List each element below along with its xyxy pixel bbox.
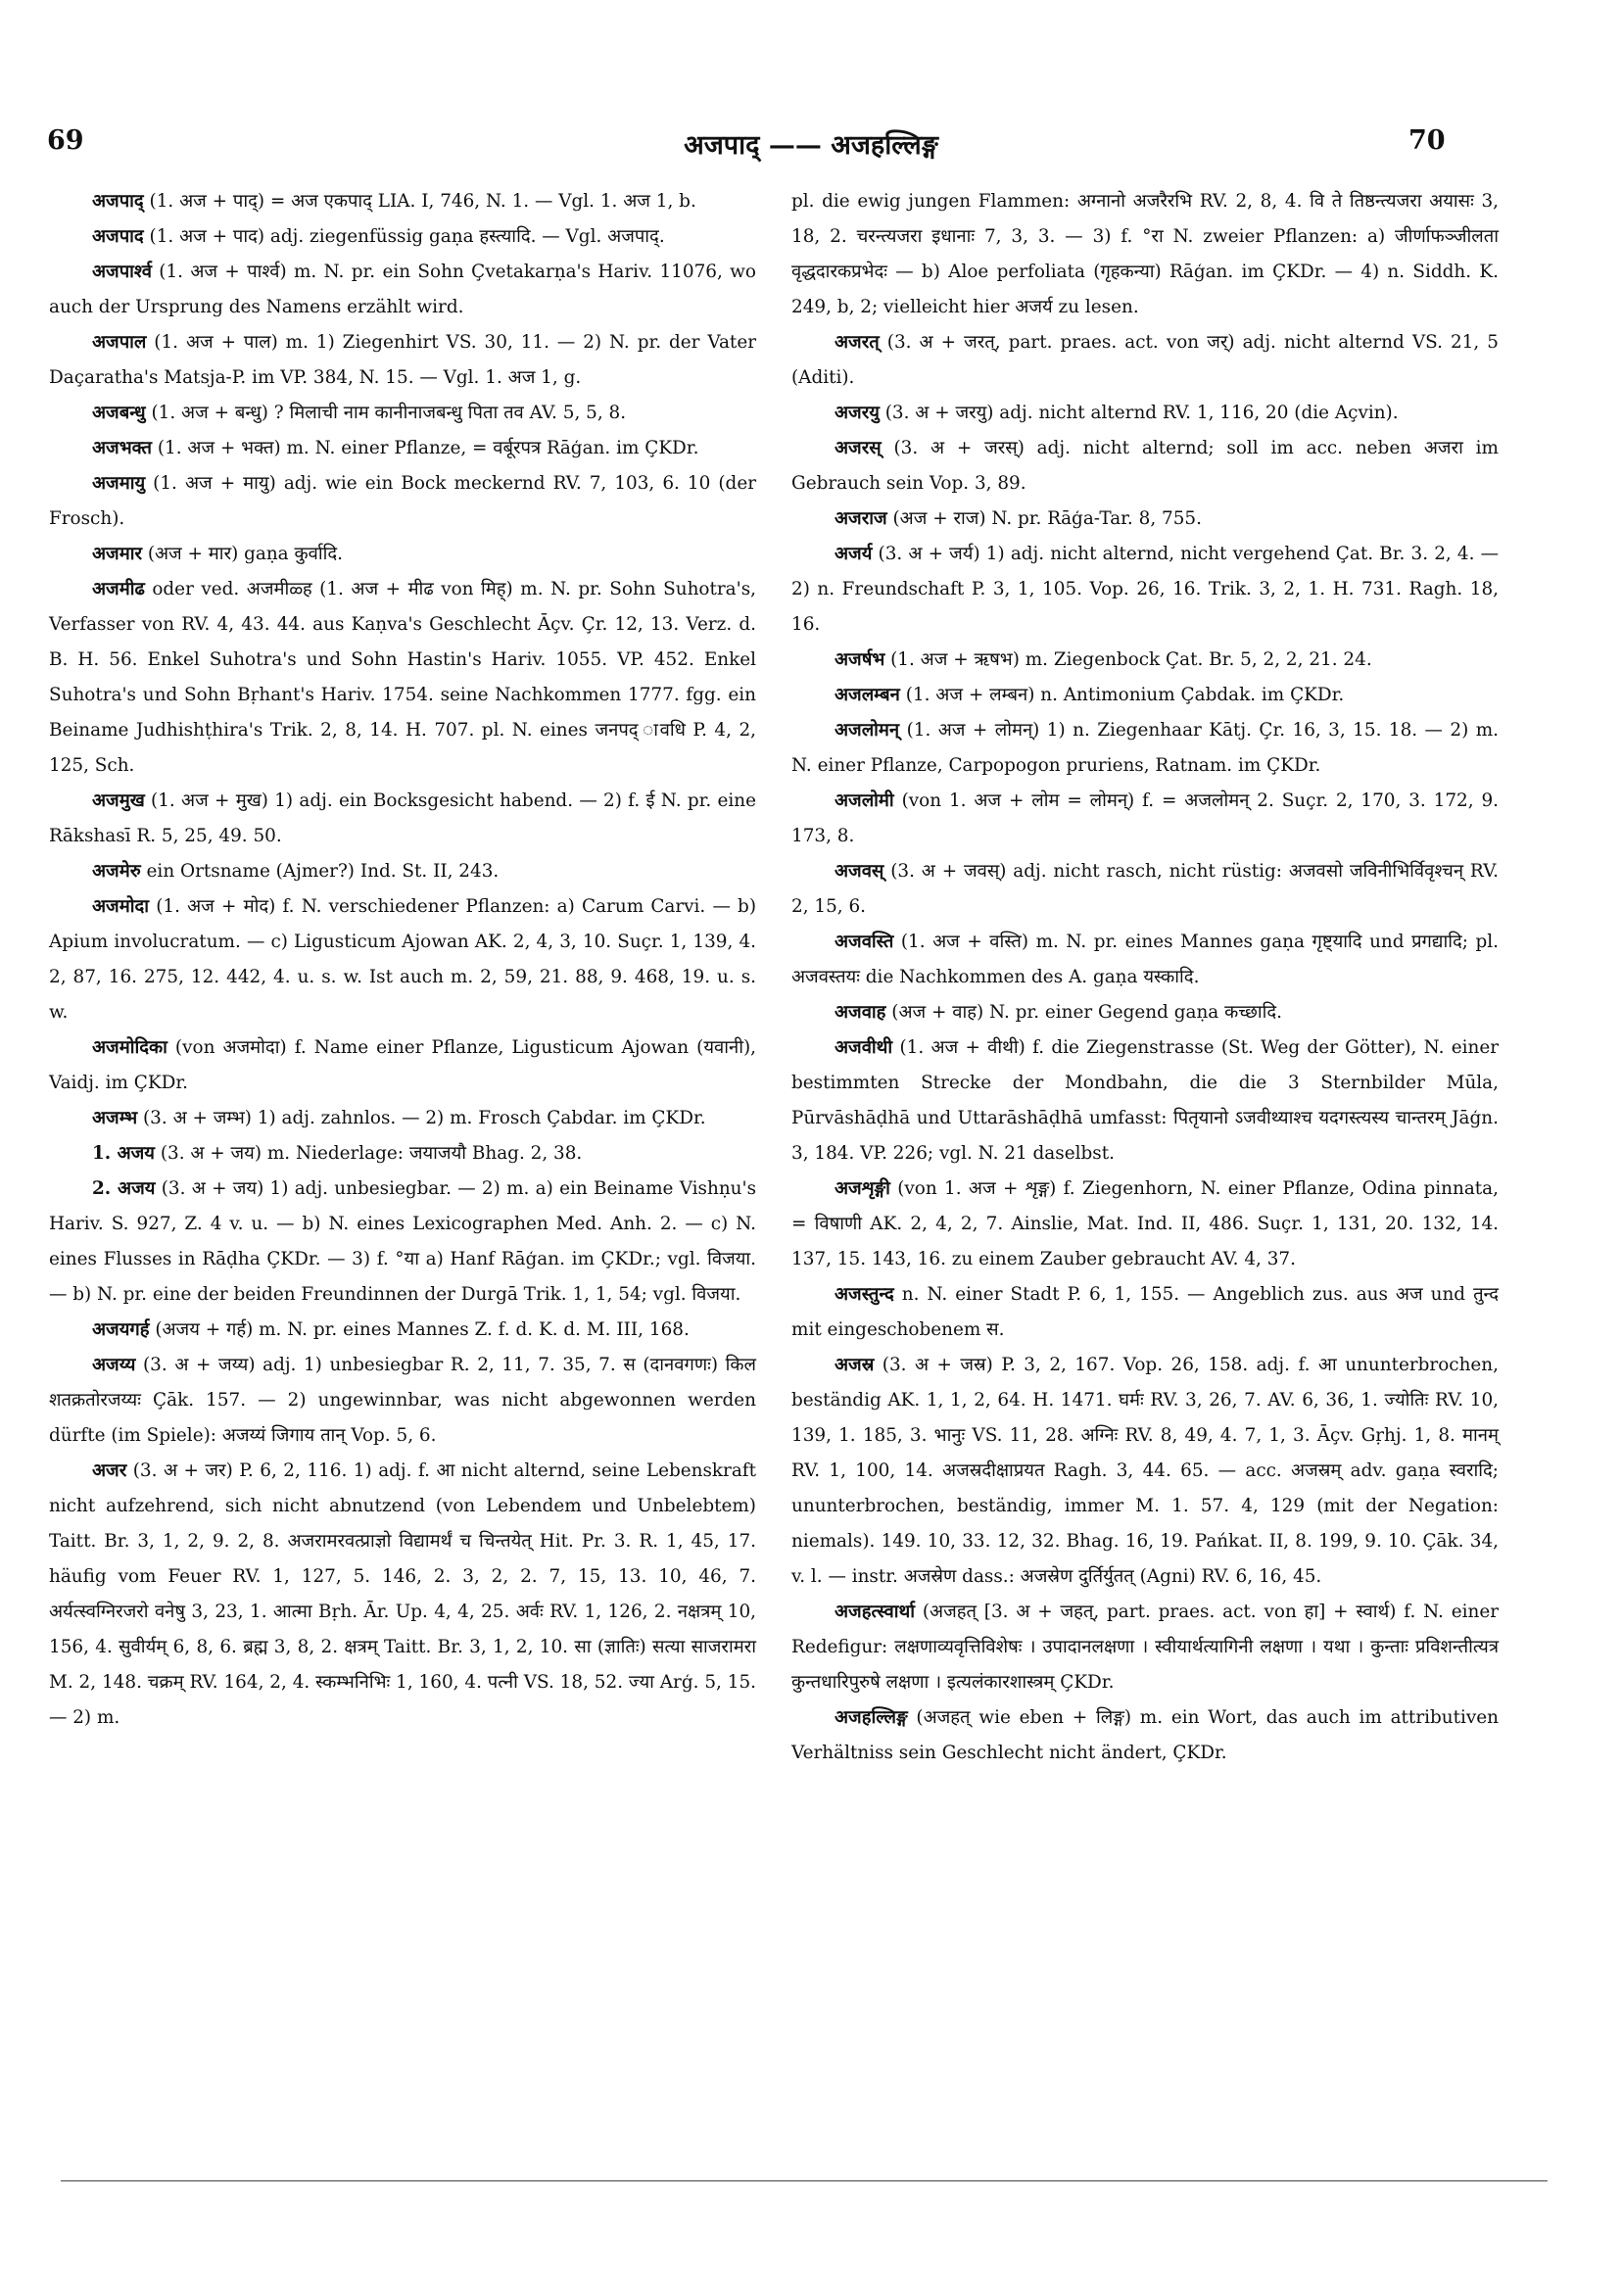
- entry-text: n. N. einer Stadt P. 6, 1, 155. — Angeblich zus. aus अज und तुन्द mit eingeschobenem स.: [791, 1284, 1499, 1340]
- dictionary-entry: [791, 325, 1499, 396]
- headword: अजस्र: [835, 1355, 875, 1375]
- entry-text: (1. अज + मायु) adj. wie ein Bock meckernd RV. 7, 103, 6. 10 (der Frosch).: [49, 473, 756, 529]
- left-column: [49, 184, 756, 1736]
- entry-text: (अज + वाह) N. pr. einer Gegend gaṇa कच्छादि.: [885, 1002, 1283, 1023]
- dictionary-entry: [49, 1172, 756, 1313]
- entry-text: (1. अज + भक्त) m. N. einer Pflanze, = वर्बूरपत्र Rāģan. im ÇKDr.: [151, 438, 699, 458]
- headword: अजलोमी: [835, 790, 894, 811]
- dictionary-entry: [49, 1030, 756, 1101]
- entry-text: (1. अज + पार्श्व) m. N. pr. ein Sohn Çvetakarṇa's Hariv. 11076, wo auch der Ursprung des Namens erzählt wird.: [49, 262, 756, 317]
- dictionary-entry: [49, 466, 756, 537]
- entry-text: (1. अज + लम्बन) n. Antimonium Çabdak. im ÇKDr.: [899, 685, 1345, 705]
- entry-text: (3. अ + जरत्, part. praes. act. von जर्) adj. nicht alternd VS. 21, 5 (Aditi).: [791, 332, 1499, 388]
- entry-text: (3. अ + जरयु) adj. nicht alternd RV. 1, 116, 20 (die Açvin).: [879, 403, 1399, 423]
- headword: अजवीथी: [835, 1037, 893, 1058]
- dictionary-entry: [791, 396, 1499, 431]
- headword: अजलम्बन: [835, 685, 900, 705]
- entry-text: (3. अ + जय) 1) adj. unbesiegbar. — 2) m. a) ein Beiname Vishṇu's Hariv. S. 927, Z. 4 v. u. — b) N. eines Lexicographen Med. Anh. 2. — c) N. eines Flusses in Rāḍha ÇKDr. — 3) f. °या a) Hanf Rāģan. im ÇKDr.; vgl. विजया. — b) N. pr. eine der beiden Freundinnen der Durgā Trik. 1, 1, 54; vgl. विजया.: [49, 1178, 757, 1305]
- headword: अजपाद्: [92, 191, 144, 212]
- entry-text: (3. अ + जय) m. Niederlage: जयाजयौ Bhag. 2, 38.: [154, 1143, 583, 1164]
- dictionary-entry: [49, 537, 756, 572]
- dictionary-entry: [49, 854, 756, 889]
- entry-text: (1. अज + वस्ति) m. N. pr. eines Mannes gaṇa गृष्ट्यादि und प्रगद्यादि; pl. अजवस्तयः die Nachkommen des A. gaṇa यस्कादि.: [791, 932, 1499, 987]
- headword: अजरस्: [835, 438, 882, 458]
- dictionary-entry: [49, 1313, 756, 1348]
- entry-text: oder ved. अजमीळ्ह (1. अज + मीढ von मिह्) m. N. pr. Sohn Suhotra's, Verfasser von RV. 4, 43. 44. aus Kaṇva's Geschlecht Āçv. Çr. 12, 13. Verz. d. B. H. 56. Enkel Suhotra's und Sohn Hastin's Hariv. 1055. VP. 452. Enkel Suhotra's und Sohn Bṛhant's Hariv. 1754. seine Nachkommen 1777. fgg. ein Beiname Judhishṭhira's Trik. 2, 8, 14. H. 707. pl. N. eines जनपद् ावधि P. 4, 2, 125, Sch.: [49, 579, 756, 776]
- dictionary-entry: [791, 925, 1499, 995]
- dictionary-entry: [791, 643, 1499, 678]
- headword: अजय्य: [92, 1355, 136, 1375]
- dictionary-entry: [49, 184, 756, 219]
- entry-text: (1. अज + पाल) m. 1) Ziegenhirt VS. 30, 11. — 2) N. pr. der Vater Daçaratha's Matsja-P. im VP. 384, N. 15. — Vgl. 1. अज 1, g.: [49, 332, 756, 388]
- headword: अजलोमन्: [835, 720, 900, 741]
- headword: अजर्षभ: [835, 649, 885, 670]
- dictionary-entry: [791, 854, 1499, 925]
- dictionary-entry: [49, 431, 756, 466]
- dictionary-entry: [49, 572, 756, 784]
- entry-text: (अज + राज) N. pr. Rāģa-Tar. 8, 755.: [886, 508, 1202, 529]
- headword: अजवस्ति: [835, 932, 894, 952]
- headword: 1. अजय: [92, 1143, 155, 1164]
- entry-text: (अजहत् wie eben + लिङ्ग) m. ein Wort, das auch im attributiven Verhältniss sein Geschlecht nicht ändert, ÇKDr.: [791, 1707, 1499, 1763]
- headword: अजमोदिका: [92, 1037, 167, 1058]
- dictionary-entry: [49, 1101, 756, 1136]
- headword: अजभक्त: [92, 438, 152, 458]
- entry-text: (1. अज + मुख) 1) adj. ein Bocksgesicht habend. — 2) f. ई N. pr. eine Rākshasī R. 5, 25, 49. 50.: [49, 790, 756, 846]
- dictionary-entry: [791, 995, 1499, 1030]
- dictionary-entry: [49, 325, 756, 396]
- headword: अजरत्: [835, 332, 880, 353]
- headword: अजमायु: [92, 473, 146, 494]
- dictionary-entry: [791, 1277, 1499, 1348]
- entry-text: pl. die ewig jungen Flammen: अग्नानो अजरैरभि RV. 2, 8, 4. वि ते तिष्ठन्त्यजरा अयासः 3, 18, 2. चरन्त्यजरा इधानाः 7, 3, 3. — 3) f. °रा N. zweier Pflanzen: a) जीर्णाफञ्जीलता वृद्धदारकप्रभेदः — b) Aloe perfoliata (गृहकन्या) Rāģan. im ÇKDr. — 4) n. Siddh. K. 249, b, 2; vielleicht hier अजर्य zu lesen.: [791, 191, 1499, 317]
- page-number-left: 69: [47, 125, 84, 156]
- headword: अजम्भ: [92, 1108, 138, 1128]
- headword: अजपाद: [92, 226, 144, 247]
- headword: अजमार: [92, 544, 142, 564]
- dictionary-entry: [791, 184, 1499, 325]
- entry-text: (1. अज + पाद) adj. ziegenfüssig gaṇa हस्त्यादि. — Vgl. अजपाद्.: [143, 226, 665, 247]
- headword: अजवस्: [835, 861, 884, 882]
- entry-text: (1. अज + लोमन्) 1) n. Ziegenhaar Kātj. Çr. 16, 3, 15. 18. — 2) m. N. einer Pflanze, Carpopogon pruriens, Ratnam. im ÇKDr.: [791, 720, 1499, 776]
- headword: अजराज: [835, 508, 887, 529]
- dictionary-entry: [791, 1348, 1499, 1595]
- footer-rule: [61, 2180, 1548, 2181]
- headword: अजस्तुन्द: [835, 1284, 894, 1305]
- dictionary-entry: [791, 431, 1499, 502]
- headword: अजबन्धु: [92, 403, 146, 423]
- dictionary-entry: [49, 1348, 756, 1454]
- dictionary-entry: [49, 255, 756, 325]
- dictionary-entry: [49, 889, 756, 1030]
- entry-text: (3. अ + जर्य) 1) adj. nicht alternd, nicht vergehend Çat. Br. 3. 2, 4. — 2) n. Freundschaft P. 3, 1, 105. Vop. 26, 16. Trik. 3, 2, 1. H. 731. Ragh. 18, 16.: [791, 544, 1499, 635]
- dictionary-entry: [49, 1136, 756, 1172]
- dictionary-entry: [791, 784, 1499, 854]
- headword: अजमीढ: [92, 579, 145, 599]
- dictionary-entry: [49, 1454, 756, 1736]
- dictionary-entry: [791, 502, 1499, 537]
- entry-text: (अजहत् [3. अ + जहत्, part. praes. act. von हा] + स्वार्थ) f. N. einer Redefigur: लक्षणाव्यवृत्तिविशेषः । उपादानलक्षणा । स्वीयार्थत्यागिनी लक्षणा । यथा । कुन्ताः प्रविशन्तीत्यत्र कुन्तधारिपुरुषे लक्षणा । इत्यलंकारशास्त्रम् ÇKDr.: [791, 1602, 1499, 1693]
- entry-text: (1. अज + ऋषभ) m. Ziegenbock Çat. Br. 5, 2, 2, 21. 24.: [884, 649, 1372, 670]
- dictionary-entry: [791, 537, 1499, 643]
- entry-text: (3. अ + जवस्) adj. nicht rasch, nicht rüstig: अजवसो जविनीभिर्विवृश्चन् RV. 2, 15, 6.: [791, 861, 1499, 917]
- entry-text: (1. अज + वीथी) f. die Ziegenstrasse (St. Weg der Götter), N. einer bestimmten Strecke der Mondbahn, die die 3 Sternbilder Mūla, Pūrvāshāḍhā und Uttarāshāḍhā umfasst: पितृयानो ऽजवीथ्याश्च यदगस्त्यस्य चान्तरम् Jāģn. 3, 184. VP. 226; vgl. N. 21 daselbst.: [791, 1037, 1499, 1164]
- headword: अजवाह: [835, 1002, 886, 1023]
- headword: अजरयु: [835, 403, 880, 423]
- headword: अजपाल: [92, 332, 147, 353]
- entry-text: (3. अ + जय्य) adj. 1) unbesiegbar R. 2, 11, 7. 35, 7. स (दानवगणः) किल शतक्रतोरजय्यः Çāk. 157. — 2) ungewinnbar, was nicht abgewonnen werden dürfte (im Spiele): अजय्यं जिगाय तान् Vop. 5, 6.: [49, 1355, 756, 1446]
- headword: अजहत्स्वार्था: [835, 1602, 916, 1622]
- entry-text: (अज + मार) gaṇa कुर्वादि.: [141, 544, 343, 564]
- entry-text: (3. अ + जर) P. 6, 2, 116. 1) adj. f. आ nicht alternd, seine Lebenskraft nicht aufzehrend, sich nicht abnutzend (von Lebendem und Unbelebtem) Taitt. Br. 3, 1, 2, 9. 2, 8. अजरामरवत्प्राज्ञो विद्यामर्थं च चिन्तयेत् Hit. Pr. 3. R. 1, 45, 17. häufig vom Feuer RV. 1, 127, 5. 146, 2. 3, 2, 2. 7, 15, 13. 10, 46, 7. अर्यत्स्वग्निरजरो वनेषु 3, 23, 1. आत्मा Bṛh. Ār. Up. 4, 4, 25. अर्वः RV. 1, 126, 2. नक्षत्रम् 10, 156, 4. सुवीर्यम् 6, 8, 6. ब्रह्म 3, 8, 2. क्षत्रम् Taitt. Br. 3, 1, 2, 10. सा (ज्ञातिः) सत्या साजरामरा M. 2, 148. चक्रम् RV. 164, 2, 4. स्कम्भनिभिः 1, 160, 4. पत्नी VS. 18, 52. ज्या Arģ. 5, 15. — 2) m.: [49, 1460, 756, 1728]
- dictionary-entry: [49, 784, 756, 854]
- headword: 2. अजय: [92, 1178, 156, 1199]
- headword: अजपार्श्व: [92, 262, 152, 282]
- entry-text: ein Ortsname (Ajmer?) Ind. St. II, 243.: [140, 861, 500, 882]
- dictionary-entry: [791, 1595, 1499, 1700]
- headword: अजशृङ्गी: [835, 1178, 890, 1199]
- headword: अजर: [92, 1460, 127, 1481]
- entry-text: (von 1. अज + लोम = लोमन्) f. = अजलोमन् 2. Suçr. 2, 170, 3. 172, 9. 173, 8.: [791, 790, 1499, 846]
- entry-text: (von 1. अज + शृङ्ग) f. Ziegenhorn, N. einer Pflanze, Odina pinnata, = विषाणी AK. 2, 4, 2, 7. Ainslie, Mat. Ind. II, 486. Suçr. 1, 131, 20. 132, 14. 137, 15. 143, 16. zu einem Zauber gebraucht AV. 4, 37.: [791, 1178, 1499, 1269]
- dictionary-entry: [791, 1030, 1499, 1172]
- headword: अजमोदा: [92, 896, 149, 917]
- dictionary-entry: [791, 713, 1499, 784]
- headword: अजहल्लिङ्ग: [835, 1707, 908, 1728]
- dictionary-entry: [49, 396, 756, 431]
- entry-text: (1. अज + मोद) f. N. verschiedener Pflanzen: a) Carum Carvi. — b) Apium involucratum. — c) Ligusticum Ajowan AK. 2, 4, 3, 10. Suçr. 1, 139, 4. 2, 87, 16. 275, 12. 442, 4. u. s. w. Ist auch m. 2, 59, 21. 88, 9. 468, 19. u. s. w.: [49, 896, 756, 1023]
- running-title: अजपाद् —— अजहल्लिङ्ग: [684, 130, 938, 161]
- dictionary-entry: [791, 1700, 1499, 1771]
- headword: अजर्य: [835, 544, 873, 564]
- dictionary-entry: [791, 678, 1499, 713]
- entry-text: (1. अज + बन्धु) ? मिलाची नाम कानीनाजबन्धु पिता तव AV. 5, 5, 8.: [145, 403, 627, 423]
- entry-text: (3. अ + जरस्) adj. nicht alternd; soll im acc. neben अजरा im Gebrauch sein Vop. 3, 89.: [791, 438, 1499, 494]
- headword: अजयगर्ह: [92, 1319, 150, 1340]
- entry-text: (अजय + गर्ह) m. N. pr. eines Mannes Z. f. d. K. d. M. III, 168.: [149, 1319, 690, 1340]
- page-number-right: 70: [1408, 125, 1446, 156]
- dictionary-entry: [791, 1172, 1499, 1277]
- dictionary-entry: [49, 219, 756, 255]
- right-column: [791, 184, 1499, 1771]
- entry-text: (3. अ + जस्र) P. 3, 2, 167. Vop. 26, 158. adj. f. आ ununterbrochen, beständig AK. 1, 1, 2, 64. H. 1471. घर्मः RV. 3, 26, 7. AV. 6, 36, 1. ज्योतिः RV. 10, 139, 1. 185, 3. भानुः VS. 11, 28. अग्निः RV. 8, 49, 4. 7, 1, 3. Āçv. Gṛhj. 1, 8. मानम् RV. 1, 100, 14. अजस्रदीक्षाप्रयत Ragh. 3, 44. 65. — acc. अजस्रम् adv. gaṇa स्वरादि; ununterbrochen, beständig, immer M. 1. 57. 4, 129 (mit der Negation: niemals). 149. 10, 33. 12, 32. Bhag. 16, 19. Pańkat. II, 8. 199, 9. 10. Çāk. 34, v. l. — instr. अजस्रेण dass.: अजस्रेण दुर्तिर्युतत् (Agni) RV. 6, 16, 45.: [791, 1355, 1499, 1587]
- entry-text: (1. अज + पाद्) = अज एकपाद् LIA. I, 746, N. 1. — Vgl. 1. अज 1, b.: [143, 191, 696, 212]
- page-header: [0, 125, 1622, 165]
- entry-text: (von अजमोदा) f. Name einer Pflanze, Ligusticum Ajowan (यवानी), Vaidj. im ÇKDr.: [49, 1037, 756, 1093]
- entry-text: (3. अ + जम्भ) 1) adj. zahnlos. — 2) m. Frosch Çabdar. im ÇKDr.: [137, 1108, 706, 1128]
- headword: अजमुख: [92, 790, 145, 811]
- headword: अजमेरु: [92, 861, 141, 882]
